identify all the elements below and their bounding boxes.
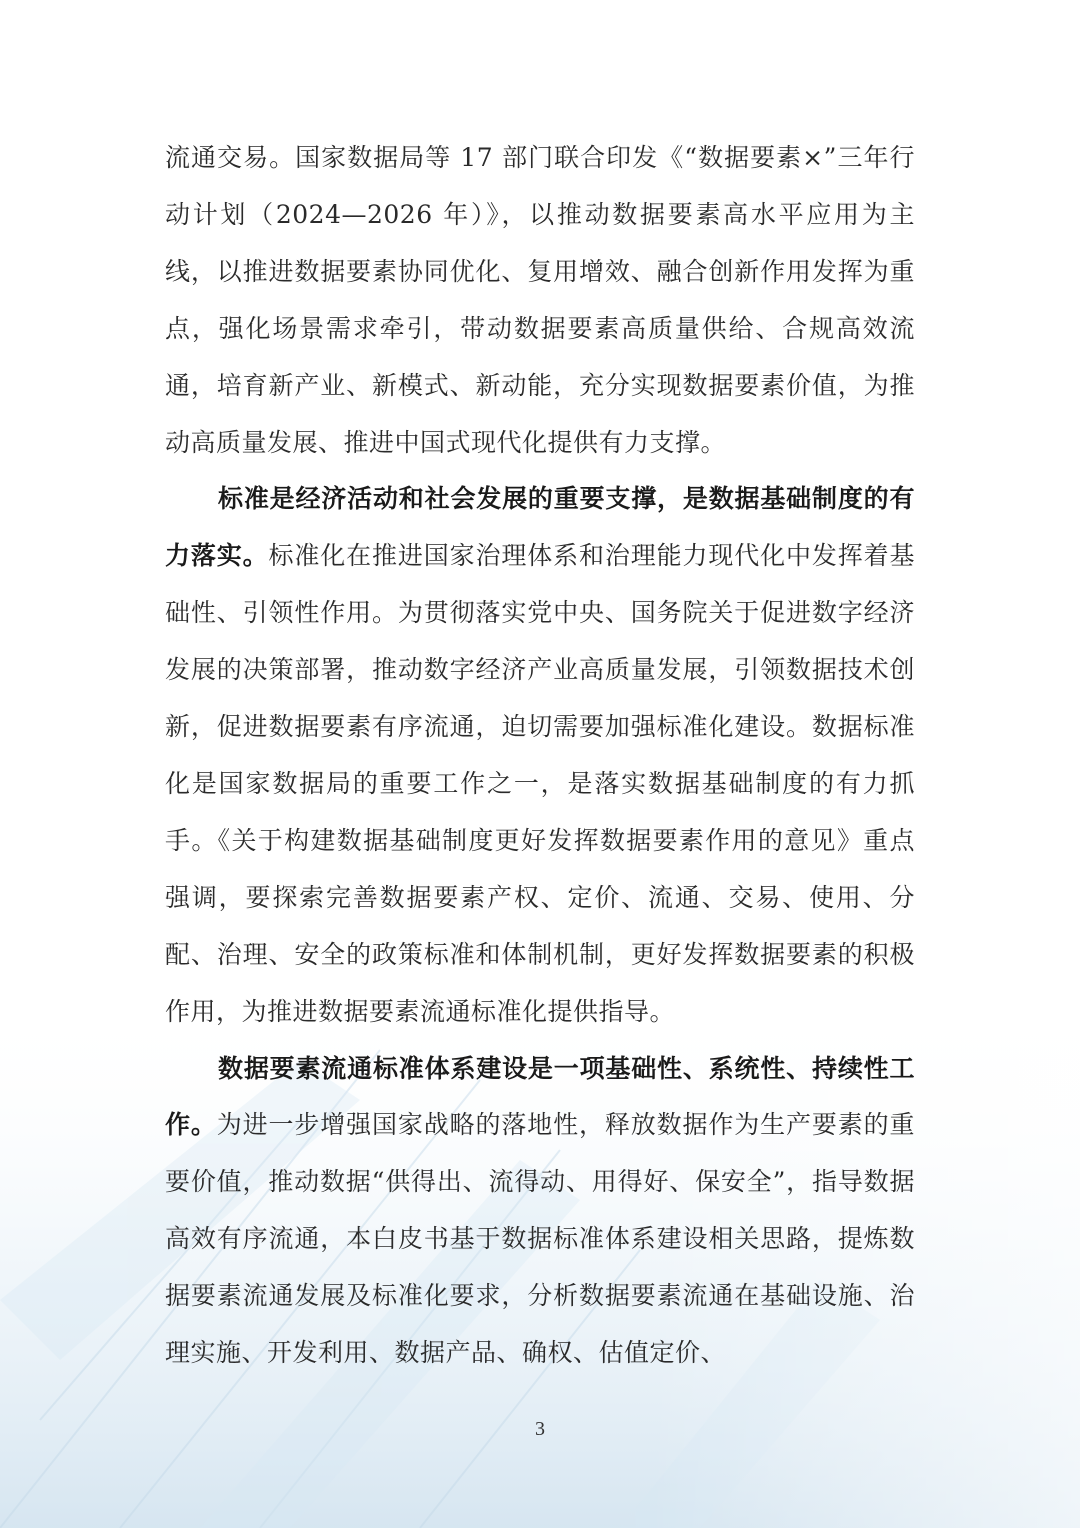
document-body — [165, 130, 915, 1382]
paragraph-2 — [165, 471, 915, 1040]
page-number: 3 — [535, 1418, 545, 1440]
paragraph-2-lead: 标准是经济活动和社会发展的重要支撑，是数据基础制度的有力落实。 — [165, 484, 915, 571]
paragraph-1 — [165, 130, 915, 471]
paragraph-1-text: 流通交易。国家数据局等 17 部门联合印发《“数据要素×”三年行动计划（2024—2026 年）》，以推动数据要素高水平应用为主线，以推进数据要素协同优化、复用增效、融合创新作用发挥为重点，强化场景需求牵引，带动数据要素高质量供给、合规高效流通，培育新产业、新模式、新动能，充分实现数据要素价值，为推动高质量发展、推进中国式现代化提供有力支撑。 — [165, 143, 915, 457]
paragraph-3-text: 为进一步增强国家战略的落地性，释放数据作为生产要素的重要价值，推动数据“供得出、流得动、用得好、保安全”，指导数据高效有序流通，本白皮书基于数据标准体系建设相关思路，提炼数据要素流通发展及标准化要求，分析数据要素流通在基础设施、治理实施、开发利用、数据产品、确权、估值定价、 — [165, 1110, 915, 1368]
paragraph-2-text: 标准化在推进国家治理体系和治理能力现代化中发挥着基础性、引领性作用。为贯彻落实党中央、国务院关于促进数字经济发展的决策部署，推动数字经济产业高质量发展，引领数据技术创新，促进数据要素有序流通，迫切需要加强标准化建设。数据标准化是国家数据局的重要工作之一，是落实数据基础制度的有力抓手。《关于构建数据基础制度更好发挥数据要素作用的意见》重点强调，要探索完善数据要素产权、定价、流通、交易、使用、分配、治理、安全的政策标准和体制机制，更好发挥数据要素的积极作用，为推进数据要素流通标准化提供指导。 — [165, 541, 915, 1026]
paragraph-3 — [165, 1041, 915, 1382]
paragraph-3-lead: 数据要素流通标准体系建设是一项基础性、系统性、持续性工作。 — [165, 1053, 915, 1140]
